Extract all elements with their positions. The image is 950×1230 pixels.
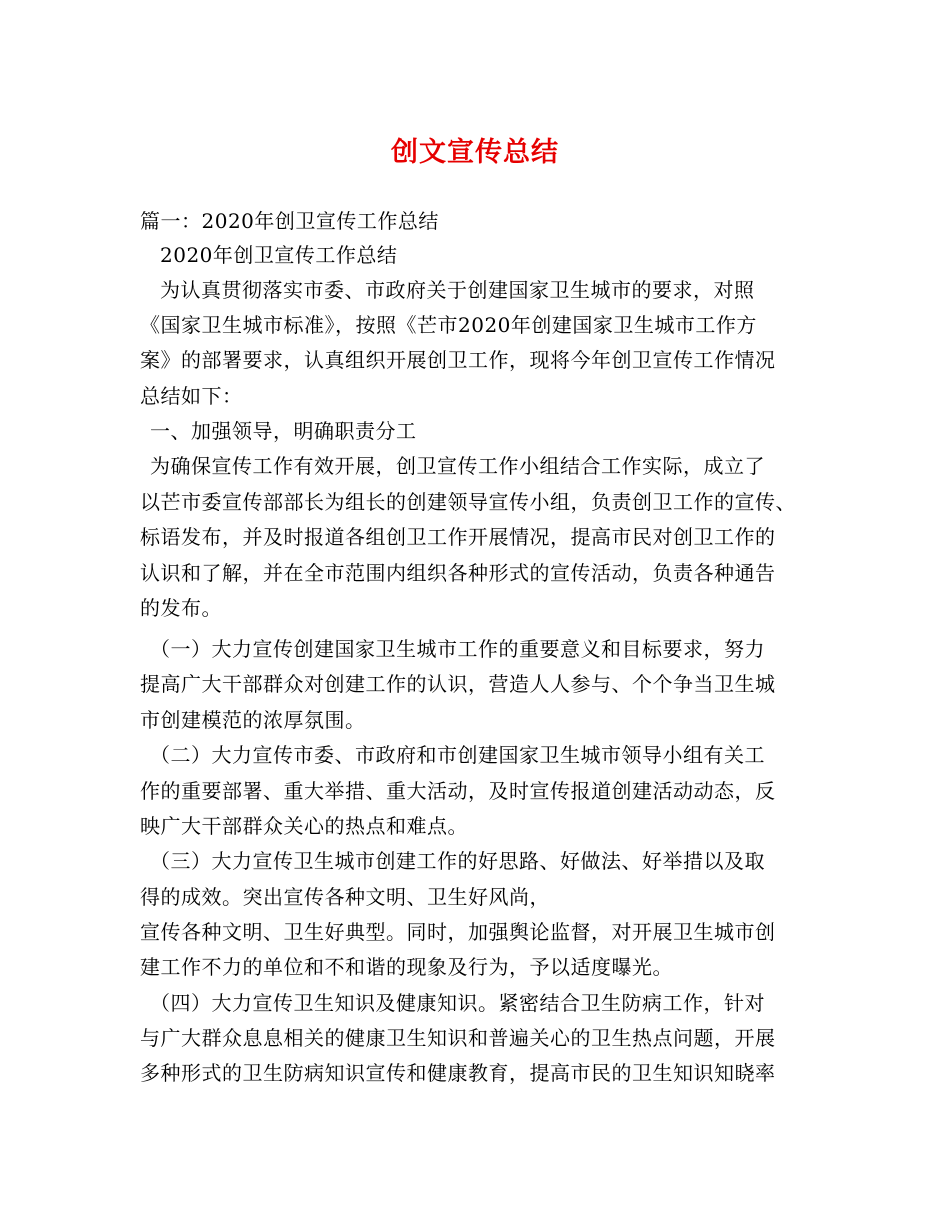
paragraph-line: 篇一：2020年创卫宣传工作总结 xyxy=(140,209,439,233)
paragraph-line: 为确保宣传工作有效开展，创卫宣传工作小组结合工作实际，成立了 xyxy=(150,454,765,478)
paragraph-line: 与广大群众息息相关的健康卫生知识和普遍关心的卫生热点问题，开展 xyxy=(140,1026,776,1050)
paragraph-line: （一）大力宣传创建国家卫生城市工作的重要意义和目标要求，努力 xyxy=(150,637,765,661)
paragraph-line: （二）大力宣传市委、市政府和市创建国家卫生城市领导小组有关工 xyxy=(150,743,765,767)
paragraph-line: 市创建模范的浓厚氛围。 xyxy=(140,708,366,732)
paragraph-line: 得的成效。突出宣传各种文明、卫生好风尚， xyxy=(140,885,550,909)
document-title: 创文宣传总结 xyxy=(391,137,559,168)
paragraph-line: 《国家卫生城市标准》，按照《芒市2020年创建国家卫生城市工作方 xyxy=(140,313,757,337)
paragraph-line: 为认真贯彻落实市委、市政府关于创建国家卫生城市的要求，对照 xyxy=(160,278,755,302)
paragraph-line: 多种形式的卫生防病知识宣传和健康教育，提高市民的卫生知识知晓率 xyxy=(140,1061,776,1085)
paragraph-line: 映广大干部群众关心的热点和难点。 xyxy=(140,814,468,838)
paragraph-line: 标语发布，并及时报道各组创卫工作开展情况，提高市民对创卫工作的 xyxy=(140,525,776,549)
paragraph-line: 案》的部署要求，认真组织开展创卫工作，现将今年创卫宣传工作情况 xyxy=(140,348,776,372)
paragraph-line: （三）大力宣传卫生城市创建工作的好思路、好做法、好举措以及取 xyxy=(150,849,765,873)
paragraph-line: 建工作不力的单位和不和谐的现象及行为，予以适度曝光。 xyxy=(140,955,673,979)
paragraph-line: 的发布。 xyxy=(140,596,222,620)
paragraph-line: （四）大力宣传卫生知识及健康知识。紧密结合卫生防病工作，针对 xyxy=(150,991,765,1015)
paragraph-line: 认识和了解，并在全市范围内组织各种形式的宣传活动，负责各种通告 xyxy=(140,561,776,585)
paragraph-line: 2020年创卫宣传工作总结 xyxy=(160,243,398,267)
paragraph-line: 宣传各种文明、卫生好典型。同时，加强舆论监督，对开展卫生城市创 xyxy=(140,920,776,944)
paragraph-line: 提高广大干部群众对创建工作的认识，营造人人参与、个个争当卫生城 xyxy=(140,672,776,696)
paragraph-line: 总结如下： xyxy=(140,384,243,408)
section-heading: 一、加强领导，明确职责分工 xyxy=(150,419,417,443)
paragraph-line: 作的重要部署、重大举措、重大活动，及时宣传报道创建活动动态，反 xyxy=(140,779,776,803)
paragraph-line: 以芒市委宣传部部长为组长的创建领导宣传小组，负责创卫工作的宣传、 xyxy=(140,490,796,514)
